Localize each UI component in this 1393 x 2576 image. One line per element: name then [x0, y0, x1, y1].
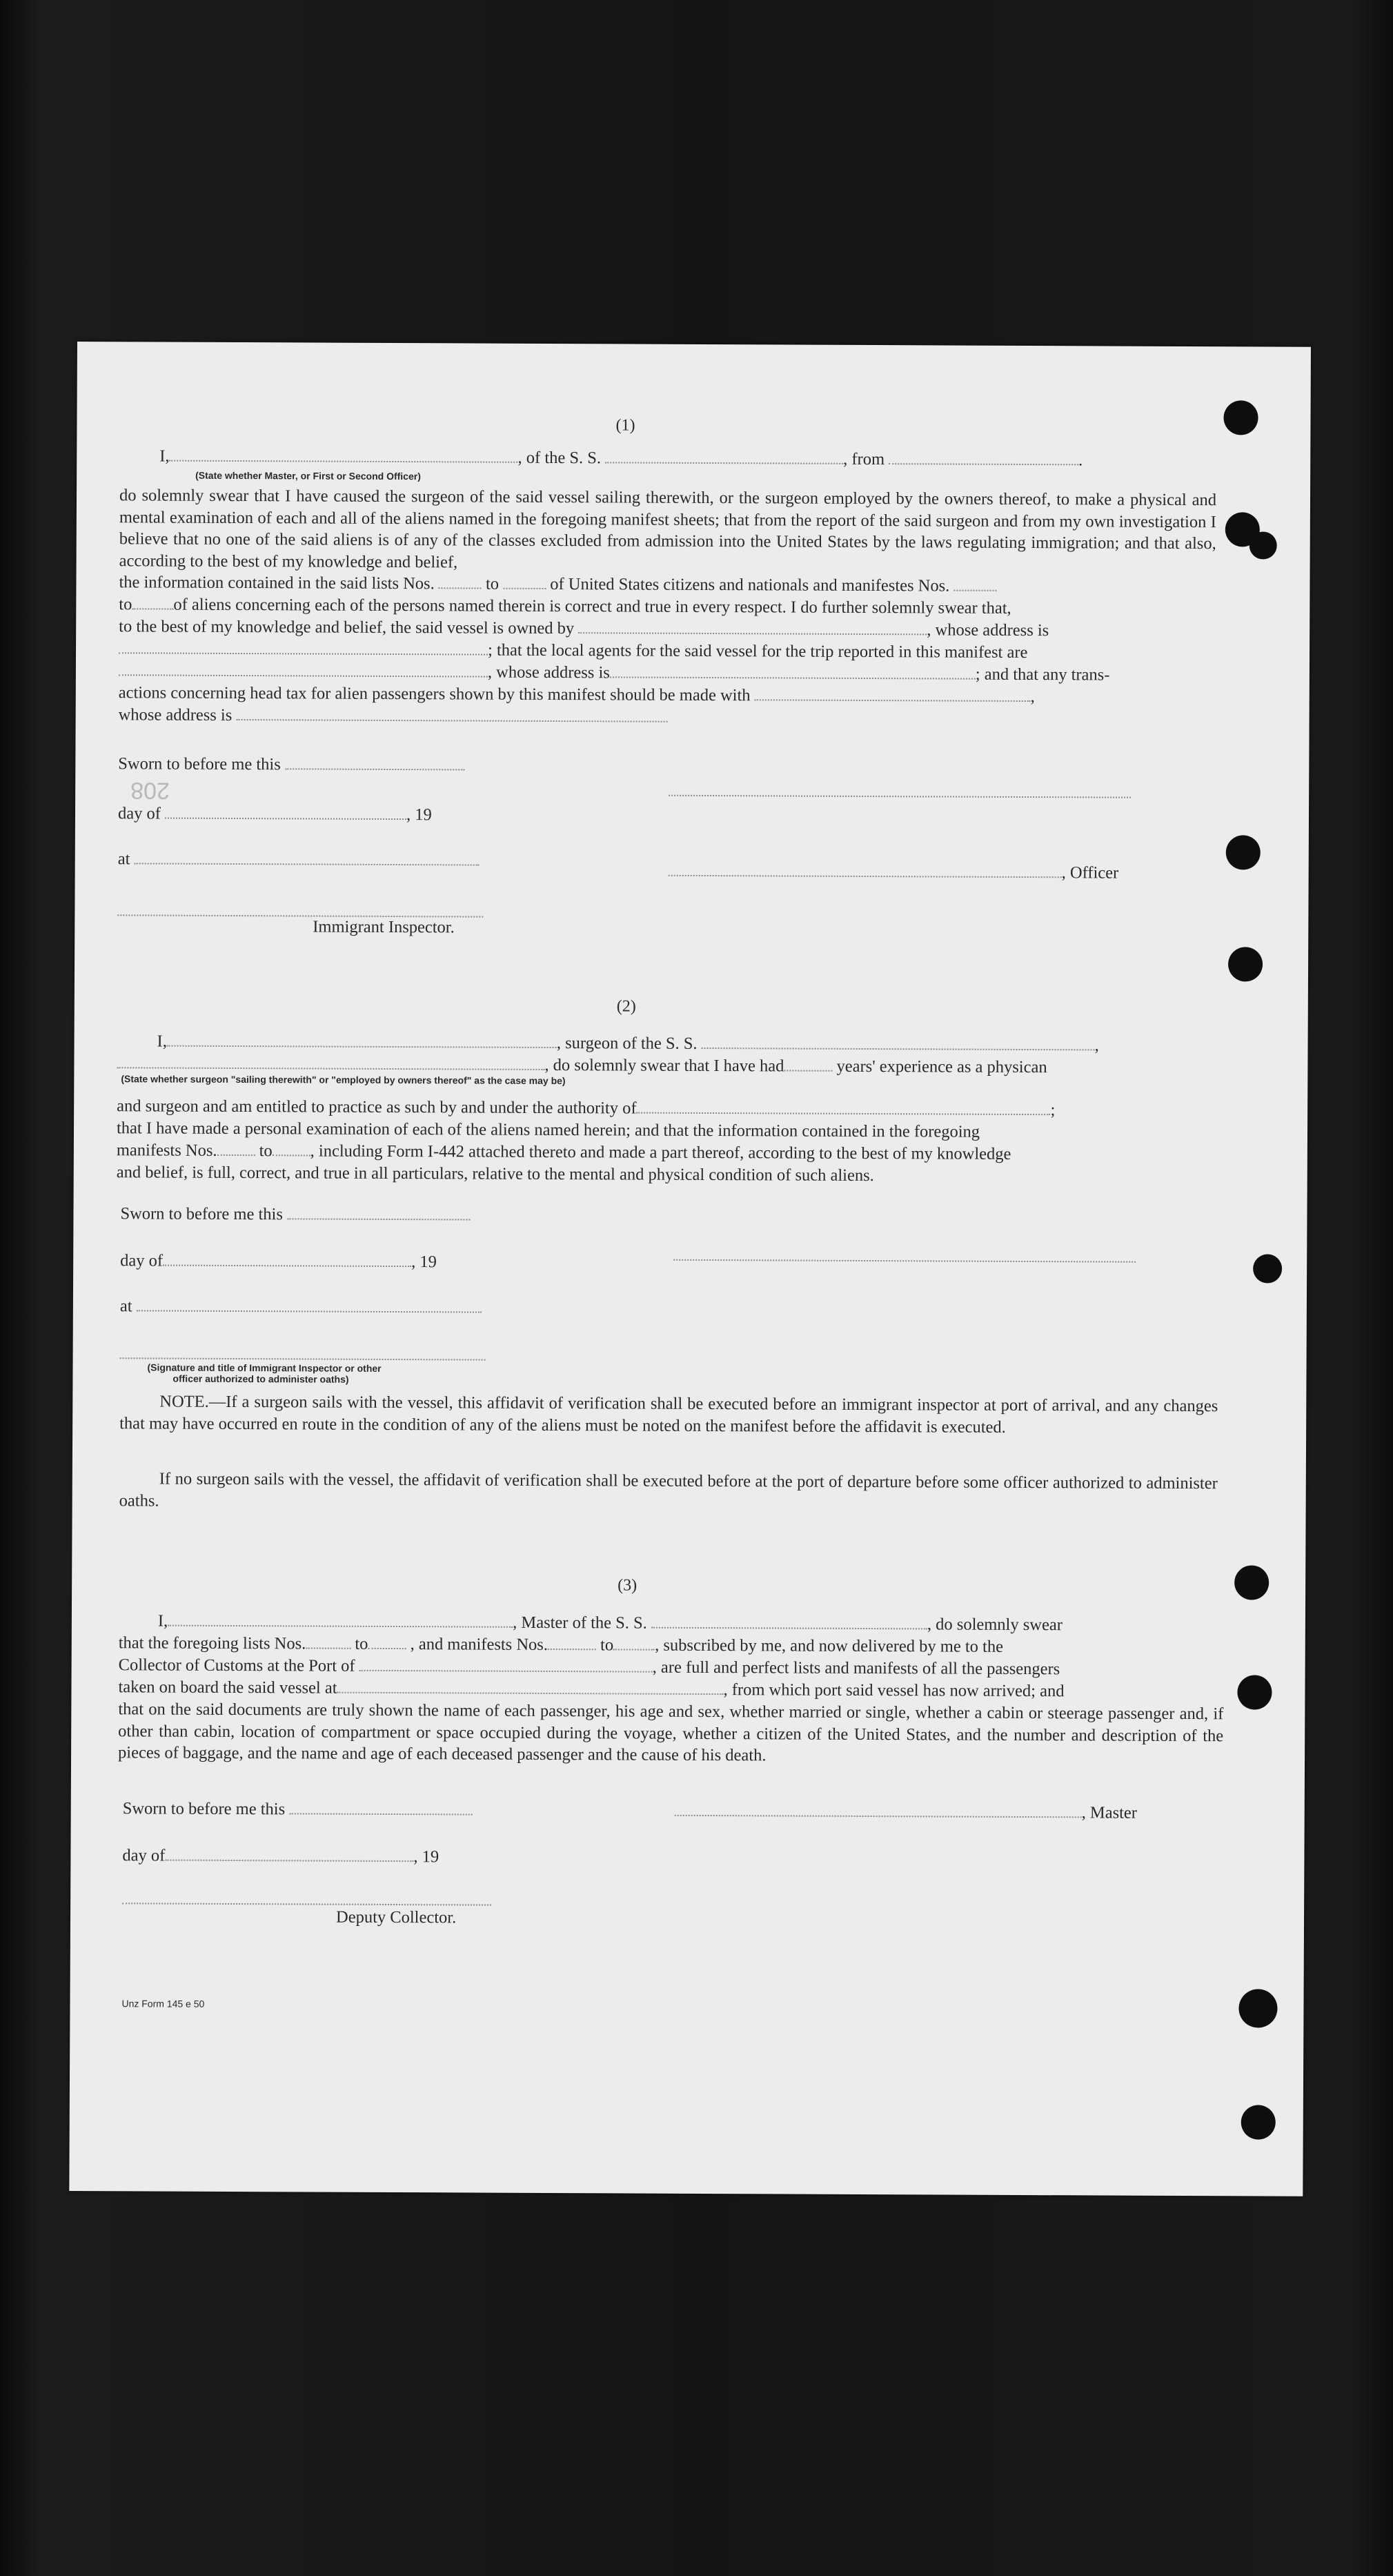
section-2-sworn: Sworn to before me this: [120, 1204, 470, 1225]
section-1-line-agents: ; that the local agents for the said vessel for the trip reported in this manifest are: [119, 638, 1216, 665]
punch-hole: [1253, 1254, 1282, 1283]
section-2-sig-hint-1: (Signature and title of Immigrant Inspector or other: [147, 1361, 382, 1374]
section-1-line-1: I, , of the S. S. , from .: [159, 446, 1083, 470]
section-2-at: at: [120, 1297, 482, 1317]
section-1-inspector-line: [117, 913, 483, 917]
section-1-number: (1): [615, 416, 635, 435]
form-id: Unz Form 145 e 50: [121, 1998, 205, 2009]
document-page: [69, 342, 1311, 2196]
punch-hole: [1234, 1565, 1269, 1600]
section-3-sworn: Sworn to before me this: [123, 1799, 473, 1820]
section-3-line-2: that the foregoing lists Nos. to , and manifests Nos. to , subscribed by me, and now delivered by me to the: [118, 1633, 1004, 1656]
section-2-day-of: day of , 19: [120, 1251, 437, 1272]
section-3-line-1: I, , Master of the S. S. , do solemnly swear: [157, 1611, 1063, 1635]
section-1-signature-line: [669, 794, 1131, 798]
punch-hole: [1228, 947, 1263, 981]
section-3-number: (3): [618, 1576, 638, 1595]
punch-hole: [1226, 835, 1261, 869]
section-2-sig-hint-2: officer authorized to administer oaths): [172, 1373, 349, 1385]
section-1-stamp: 208: [130, 777, 170, 804]
section-3-line-3: Collector of Customs at the Port of , are full and perfect lists and manifests of all the passengers: [118, 1655, 1060, 1679]
section-1-line-lists: the information contained in the said lists Nos. to of United States citizens and nationals and manifestes Nos.: [119, 571, 1216, 598]
section-1-at: at: [118, 849, 480, 870]
section-1-officer: , Officer: [669, 862, 1119, 883]
section-2-hint: (State whether surgeon "sailing therewith" or "employed by owners thereof" as the case may be): [121, 1073, 566, 1087]
section-2-line-2: , do solemnly swear that I have had years' experience as a physican: [117, 1052, 1219, 1079]
section-2-line-1: I, , surgeon of the S. S. ,: [157, 1032, 1099, 1055]
punch-hole: [1223, 400, 1258, 435]
section-3-deputy: Deputy Collector.: [335, 1907, 457, 1927]
section-2-line-6: and belief, is full, correct, and true in all particulars, relative to the mental and physical condition of such aliens.: [116, 1163, 874, 1186]
section-2-line-5: manifests Nos. to , including Form I-442 attached thereto and made a part thereof, according to the best of my knowledge: [116, 1141, 1011, 1163]
section-1-day-of: day of , 19: [117, 804, 432, 825]
section-3-day-of: day of , 19: [122, 1846, 439, 1867]
section-1-line-address: , whose address is ; and that any trans-: [119, 660, 1216, 687]
section-2-inspector-line: [120, 1356, 486, 1360]
punch-hole: [1238, 1989, 1277, 2027]
section-1-line-whose: whose address is: [119, 704, 668, 728]
section-1-inspector: Immigrant Inspector.: [313, 917, 455, 937]
section-2-note-2: If no surgeon sails with the vessel, the affidavit of verification shall be executed before at the port of departure before some officer authorized to administer oaths.: [119, 1469, 1218, 1511]
section-1-line-headtax: actions concerning head tax for alien passengers shown by this manifest should be made with ,: [118, 683, 1035, 707]
section-1-line-aliens: to of aliens concerning each of the persons named therein is correct and true in every respect. I do further solemnly swear that,: [119, 595, 1011, 618]
section-3-collector-line: [122, 1901, 491, 1905]
section-1-line-owner: to the best of my knowledge and belief, the said vessel is owned by , whose address is: [119, 617, 1049, 640]
punch-hole: [1241, 2105, 1276, 2139]
section-1-hint: (State whether Master, or First or Second Officer): [195, 469, 421, 482]
section-3-body: that on the said documents are truly shown the name of each passenger, his age and sex, whether married or single, whether a cabin or steerage passenger and, if other than cabin, location of compartment or space occupied during the voyage, whether a citizen of the United States, and the number and description of the pieces of baggage, and the name and age of each deceased passenger and the cause of his death.: [118, 1700, 1224, 1765]
section-1-body: do solemnly swear that I have caused the surgeon of the said vessel sailing therewith, or the surgeon employed by the owners thereof, to make a physical and mental examination of each and all of the aliens named in the foregoing manifest sheets; that from the report of the said surgeon and from my own investigation I believe that no one of the said aliens is of any of the classes excluded from admission into the United States by the laws regulating immigration; and that also, according to the best of my knowledge and belief,: [119, 486, 1217, 571]
section-3-master: , Master: [675, 1802, 1137, 1823]
section-1-sworn: Sworn to before me this: [118, 754, 464, 775]
section-2-line-3: and surgeon and am entitled to practice as such by and under the authority of ;: [117, 1097, 1056, 1120]
section-3-line-4: taken on board the said vessel at , from which port said vessel has now arrived; and: [118, 1678, 1065, 1701]
section-2-signature-line: [673, 1258, 1136, 1263]
punch-hole: [1237, 1675, 1272, 1709]
punch-hole: [1249, 531, 1277, 559]
section-2-note-1: NOTE.—If a surgeon sails with the vessel, this affidavit of verification shall be executed before an immigrant inspector at port of arrival, and any changes that may have occurred en route in the condition of any of the aliens must be noted on the manifest before the affidavit is executed.: [119, 1392, 1218, 1437]
section-2-number: (2): [616, 997, 636, 1016]
section-2-line-4: that I have made a personal examination of each of the aliens named herein; and that the information contained in the foregoing: [116, 1119, 980, 1141]
